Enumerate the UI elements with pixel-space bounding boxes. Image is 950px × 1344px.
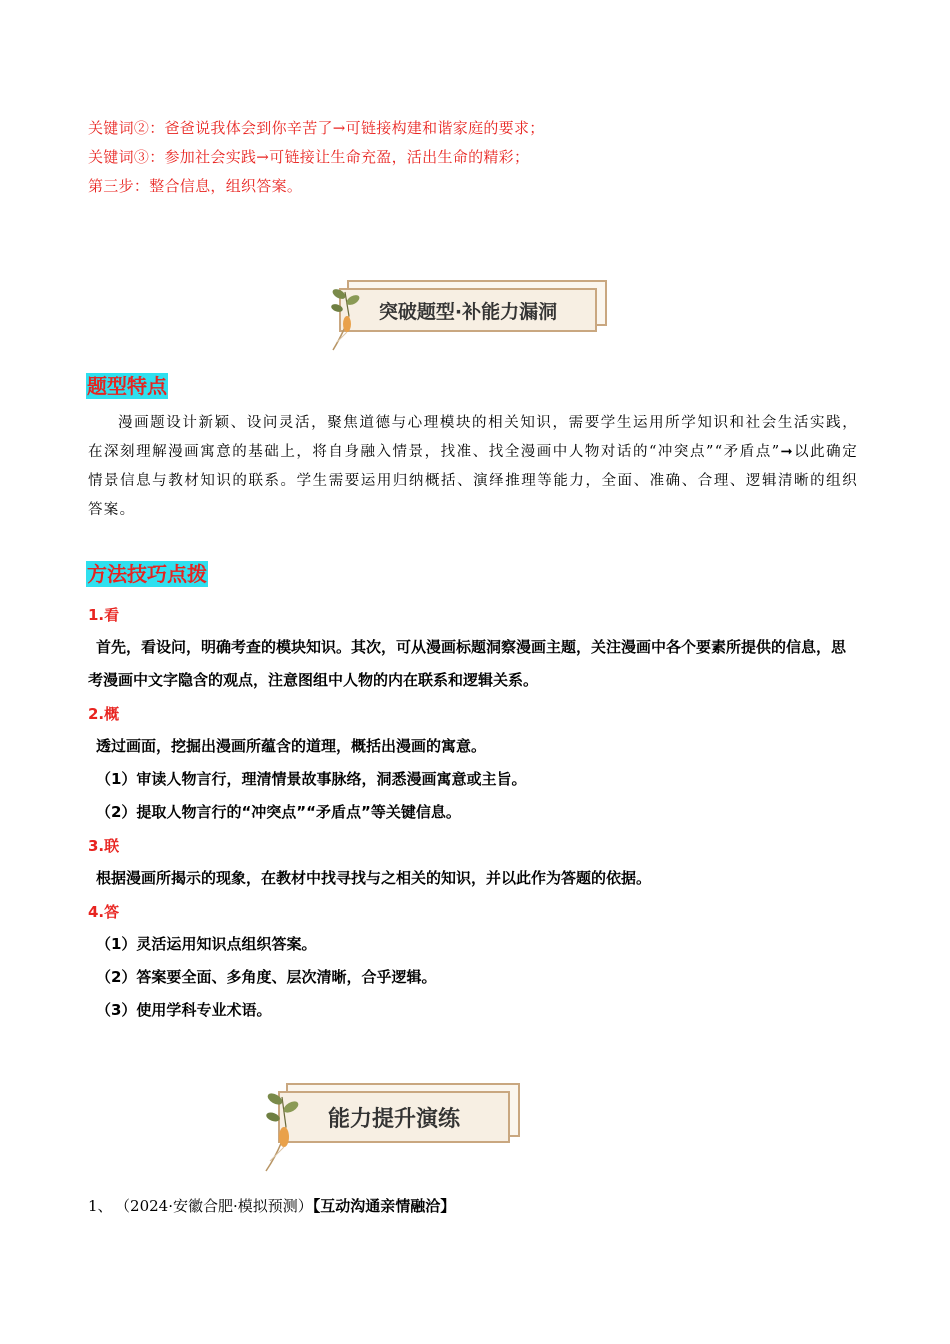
step-text-connect-1: 根据漫画所揭示的现象，在教材中找寻找与之相关的知识，并以此作为答题的依据。 (96, 869, 652, 887)
intro-line-3: 第三步：整合信息，组织答案。 (88, 177, 303, 195)
question-tag: 【互动沟通亲情融洽】 (312, 1197, 456, 1215)
section-heading-method: 方法技巧点拨 (87, 562, 207, 586)
banner-practice (260, 1083, 525, 1173)
banner-title: 突破题型·补能力漏洞 (339, 288, 597, 332)
step-title-summarize: 2.概 (88, 705, 120, 723)
step-text-answer-3: （3）使用学科专业术语。 (96, 1001, 272, 1019)
banner-breakthrough (325, 280, 610, 350)
question-source: （2024·安徽合肥·模拟预测） (122, 1197, 313, 1215)
step-text-summarize-3: （2）提取人物言行的“冲突点”“矛盾点”等关键信息。 (96, 803, 461, 821)
step-title-look: 1.看 (88, 606, 120, 624)
section-heading-features: 题型特点 (87, 374, 167, 398)
step-text-summarize-2: （1）审读人物言行，理清情景故事脉络，洞悉漫画寓意或主旨。 (96, 770, 527, 788)
question-line (88, 1195, 455, 1216)
intro-line-2: 关键词③：参加社会实践→可链接让生命充盈，活出生命的精彩； (88, 148, 530, 166)
features-paragraph: 漫画题设计新颖、设问灵活，聚焦道德与心理模块的相关知识，需要学生运用所学知识和社会生活实践，在深刻理解漫画寓意的基础上，将自身融入情景，找准、找全漫画中人物对话的“冲突点”“矛盾点”➞以此确定情景信息与教材知识的联系。学生需要运用归纳概括、演绎推理等能力，全面、准确、合理、逻辑清晰的组织答案。 (88, 415, 858, 518)
step-text-look-1: 首先，看设问，明确考查的模块知识。其次，可从漫画标题洞察漫画主题，关注漫画中各个要素所提供的信息，思考漫画中文字隐含的观点，注意图组中人物的内在联系和逻辑关系。 (88, 638, 847, 689)
step-text-answer-1: （1）灵活运用知识点组织答案。 (96, 935, 317, 953)
intro-line-1: 关键词②：爸爸说我体会到你辛苦了→可链接构建和谐家庭的要求； (88, 119, 545, 137)
step-text-summarize-1: 透过画面，挖掘出漫画所蕴含的道理，概括出漫画的寓意。 (96, 737, 487, 755)
step-title-answer: 4.答 (88, 903, 120, 921)
banner-title: 能力提升演练 (278, 1091, 510, 1143)
plant-sprig-icon (260, 1083, 312, 1173)
step-text-answer-2: （2）答案要全面、多角度、层次清晰，合乎逻辑。 (96, 968, 437, 986)
question-number: 1、 (88, 1197, 113, 1215)
plant-sprig-icon (325, 280, 373, 352)
step-title-connect: 3.联 (88, 837, 120, 855)
